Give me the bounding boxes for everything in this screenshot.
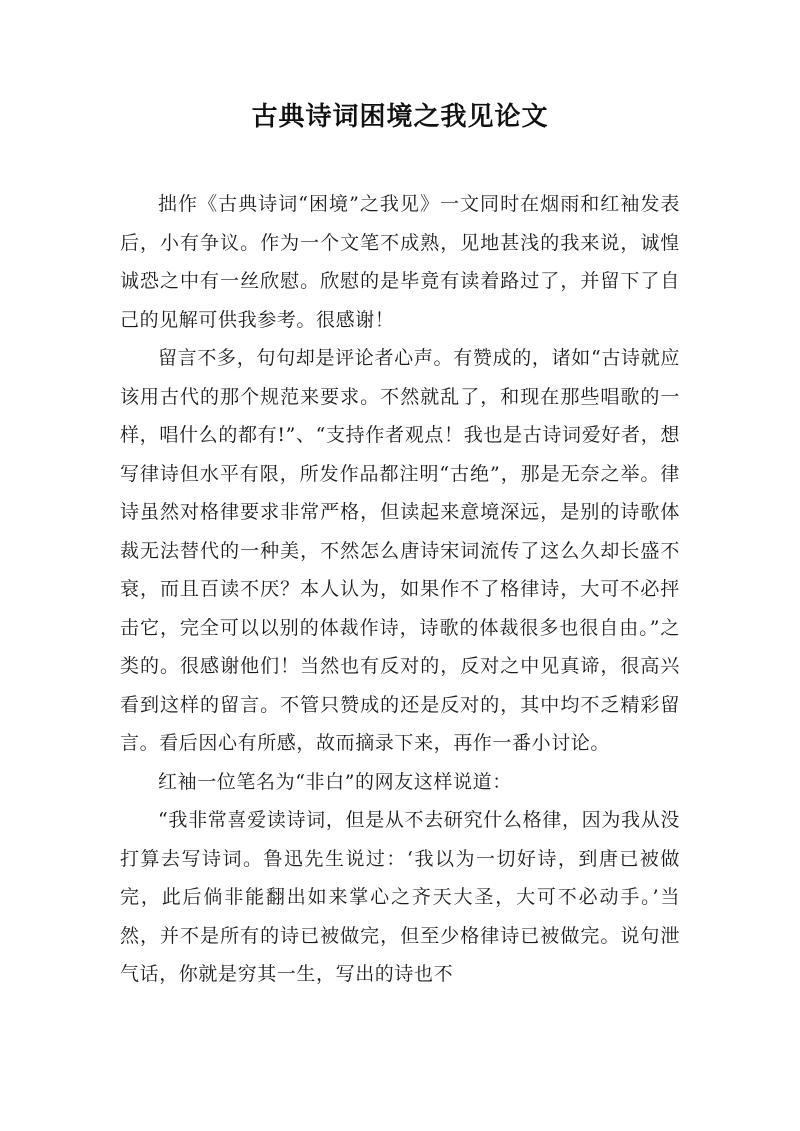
quoted-paragraph: “我非常喜爱读诗词，但是从不去研究什么格律，因为我从没打算去写诗词。鲁迅先生说过：‘我以为一切好诗，到唐已被做完，此后倘非能翻出如来掌心之齐天大圣，大可不必动手。’当然，并不是所有的诗已被做完，但至少格律诗已被做完。说句泄气话，你就是穷其一生，写出的诗也不 [120, 809, 680, 985]
body-paragraph: 拙作《古典诗词“困境”之我见》一文同时在烟雨和红袖发表后，小有争议。作为一个文笔不成熟，见地甚浅的我来说，诚惶诚恐之中有一丝欣慰。欣慰的是毕竟有读着路过了，并留下了自己的见解可供我参考。很感谢！ [120, 193, 680, 331]
document-title: 古典诗词困境之我见论文 [251, 102, 549, 132]
body-paragraph: 留言不多，句句却是评论者心声。有赞成的，诸如“古诗就应该用古代的那个规范来要求。不然就乱了，和现在那些唱歌的一样，唱什么的都有!”、“支持作者观点！我也是古诗词爱好者，想写律诗但水平有限，所发作品都注明“古绝”，那是无奈之举。律诗虽然对格律要求非常严格，但读起来意境深远，是别的诗歌体裁无法替代的一种美，不然怎么唐诗宋词流传了这么久却长盛不衰，而且百读不厌？本人认为，如果作不了格律诗，大可不必抨击它，完全可以以别的体裁作诗，诗歌的体裁很多也很自由。”之类的。很感谢他们！当然也有反对的，反对之中见真谛，很高兴看到这样的留言。不管只赞成的还是反对的，其中均不乏精彩留言。看后因心有所感，故而摘录下来，再作一番小讨论。 [120, 347, 680, 754]
body-paragraph: 红袖一位笔名为“非白”的网友这样说道： [158, 770, 512, 793]
document-body [120, 185, 680, 994]
